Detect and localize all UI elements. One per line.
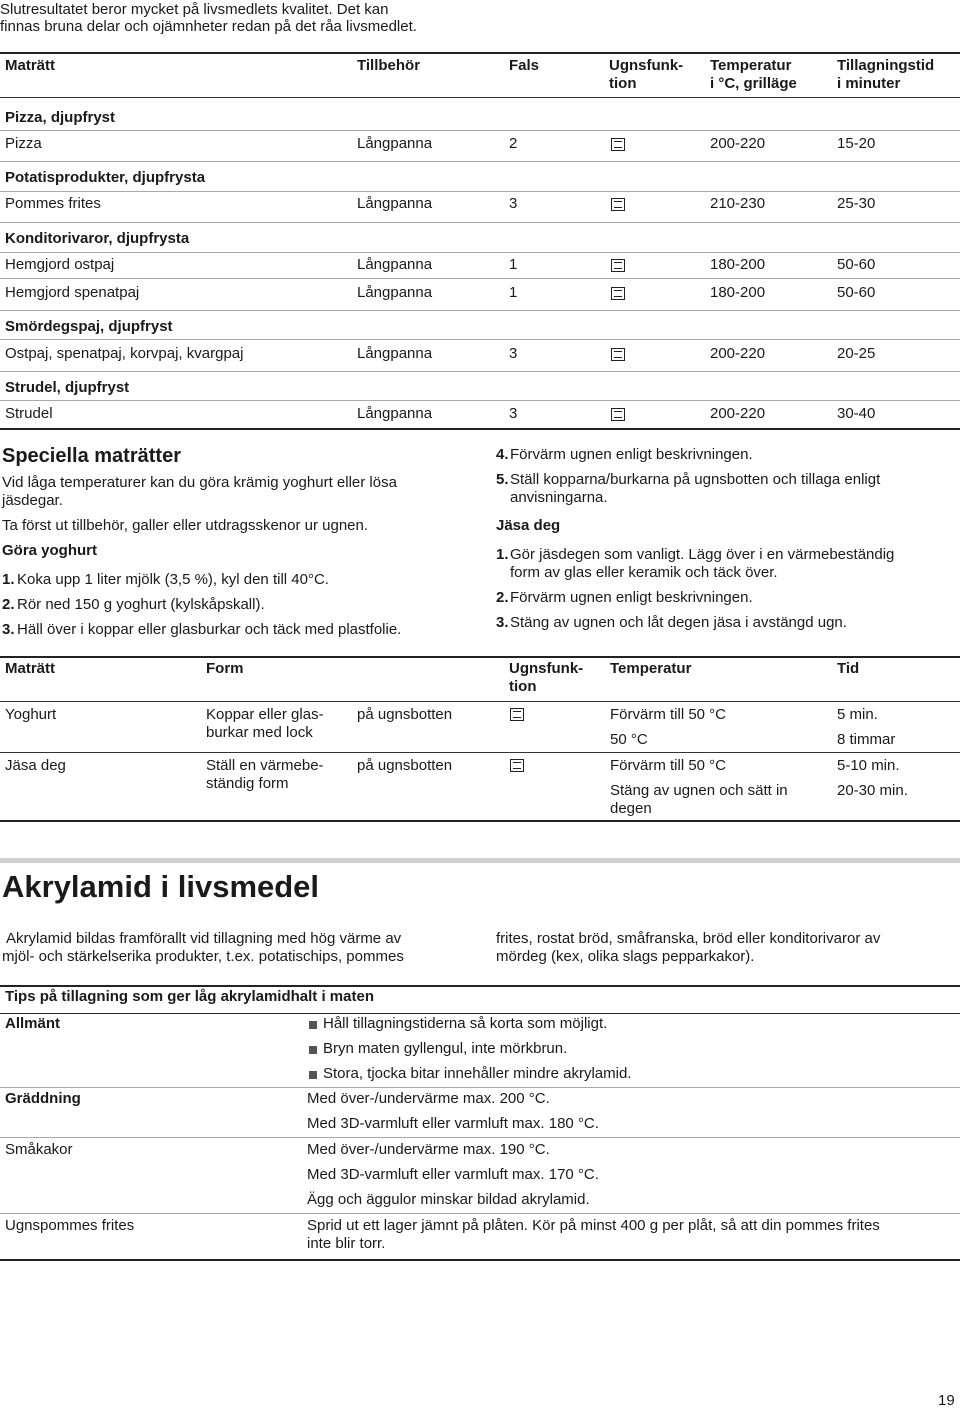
section-divider [0, 858, 960, 863]
tips-label-oven-fries: Ugnspommes frites [5, 1217, 135, 1234]
cell-level: 3 [509, 195, 518, 212]
cell-form-continued: burkar med lock [206, 724, 313, 741]
step-number: 2. [2, 596, 15, 613]
col-header-function-1: Ugnsfunk- [609, 57, 684, 74]
cell-placement: på ugnsbotten [357, 757, 453, 774]
special-paragraph-1a: Vid låga temperaturer kan du göra krämig yoghurt eller lösa [2, 474, 397, 491]
group-title: Strudel, djupfryst [5, 379, 130, 396]
group-rule [0, 339, 960, 340]
cell-time: 50-60 [837, 256, 876, 273]
step-number: 1. [2, 571, 15, 588]
top-bottom-heat-icon [611, 287, 625, 300]
tips-oven-fries-2: inte blir torr. [307, 1235, 386, 1252]
row-rule [0, 1137, 960, 1138]
col-header-time: Tid [837, 660, 860, 677]
cell-temperature-2: 50 °C [610, 731, 648, 748]
table-bottom-rule [0, 428, 960, 430]
cell-dish: Jäsa deg [5, 757, 66, 774]
row-rule [0, 752, 960, 753]
cell-time: 50-60 [837, 284, 876, 301]
cell-dish: Strudel [5, 405, 53, 422]
step-text: Gör jäsdegen som vanligt. Lägg över i en värmebeständig [510, 546, 895, 563]
step-text: Förvärm ugnen enligt beskrivningen. [510, 589, 753, 606]
row-rule [0, 278, 960, 279]
tips-baking-2: Med 3D-varmluft eller varmluft max. 180 °C. [307, 1115, 599, 1132]
cell-temperature-3: degen [610, 800, 652, 817]
col-header-time-2: i minuter [837, 75, 901, 92]
table-bottom-rule [0, 820, 960, 822]
cell-accessory: Långpanna [357, 135, 433, 152]
cell-placement: på ugnsbotten [357, 706, 453, 723]
cell-level: 3 [509, 345, 518, 362]
tips-bullet: Bryn maten gyllengul, inte mörkbrun. [323, 1040, 568, 1057]
intro-line-1: Slutresultatet beror mycket på livsmedlets kvalitet. Det kan [0, 1, 389, 18]
col-header-level: Fals [509, 57, 540, 74]
page-number: 19 [938, 1392, 955, 1409]
top-bottom-heat-icon [611, 259, 625, 272]
cell-dish: Pommes frites [5, 195, 101, 212]
cell-dish: Ostpaj, spenatpaj, korvpaj, kvargpaj [5, 345, 244, 362]
step-text: Ställ kopparna/burkarna på ugnsbotten och tillaga enligt [510, 471, 881, 488]
step-number: 1. [496, 546, 509, 563]
cell-temperature: 200-220 [710, 135, 766, 152]
group-rule [0, 400, 960, 401]
row-rule [0, 371, 960, 372]
cell-level: 3 [509, 405, 518, 422]
step-text-continued: form av glas eller keramik och täck över. [510, 564, 778, 581]
special-title: Speciella maträtter [2, 445, 181, 467]
col-header-temperature-1: Temperatur [710, 57, 792, 74]
bullet-icon [309, 1021, 317, 1029]
special-paragraph-1b: jäsdegar. [2, 492, 63, 509]
cell-temperature: 200-220 [710, 345, 766, 362]
cell-accessory: Långpanna [357, 195, 433, 212]
table-bottom-rule [0, 1259, 960, 1261]
step-number: 4. [496, 446, 509, 463]
col-header-temperature: Temperatur [610, 660, 692, 677]
cell-temperature-2: Stäng av ugnen och sätt in [610, 782, 788, 799]
cell-time: 20-25 [837, 345, 876, 362]
step-number: 5. [496, 471, 509, 488]
cell-level: 1 [509, 284, 518, 301]
step-number: 3. [2, 621, 15, 638]
group-title: Potatisprodukter, djupfrysta [5, 169, 206, 186]
intro-line-2: finnas bruna delar och ojämnheter redan på det råa livsmedlet. [0, 18, 417, 35]
tips-baking-1: Med över-/undervärme max. 200 °C. [307, 1090, 550, 1107]
col-header-accessory: Tillbehör [357, 57, 421, 74]
cell-time: 25-30 [837, 195, 876, 212]
step-text: Rör ned 150 g yoghurt (kylskåpskall). [17, 596, 265, 613]
top-bottom-heat-icon [611, 198, 625, 211]
group-title: Konditorivaror, djupfrysta [5, 230, 190, 247]
cell-accessory: Långpanna [357, 405, 433, 422]
table-top-rule [0, 52, 960, 54]
cell-level: 2 [509, 135, 518, 152]
bullet-icon [309, 1071, 317, 1079]
bullet-icon [309, 1046, 317, 1054]
acrylamide-text-right-1: frites, rostat bröd, småfranska, bröd eller konditorivaror av [496, 930, 881, 947]
col-header-dish: Maträtt [5, 57, 56, 74]
cell-form-continued: ständig form [206, 775, 289, 792]
acrylamide-text-right-2: mördeg (kex, olika slags pepparkakor). [496, 948, 755, 965]
acrylamide-text-left-2: mjöl- och stärkelserika produkter, t.ex. potatischips, pommes [2, 948, 404, 965]
tips-title: Tips på tillagning som ger låg akrylamidhalt i maten [5, 988, 374, 1005]
cell-temperature: Förvärm till 50 °C [610, 757, 727, 774]
cell-dish: Yoghurt [5, 706, 57, 723]
step-number: 3. [496, 614, 509, 631]
cell-accessory: Långpanna [357, 345, 433, 362]
row-rule [0, 1213, 960, 1214]
tips-bullet: Stora, tjocka bitar innehåller mindre akrylamid. [323, 1065, 632, 1082]
cell-time-2: 8 timmar [837, 731, 896, 748]
cell-temperature: 180-200 [710, 284, 766, 301]
row-rule [0, 161, 960, 162]
dough-subtitle: Jäsa deg [496, 517, 561, 534]
step-text: Stäng av ugnen och låt degen jäsa i avstängd ugn. [510, 614, 847, 631]
top-bottom-heat-icon [611, 138, 625, 151]
cell-accessory: Långpanna [357, 284, 433, 301]
tips-label-general: Allmänt [5, 1015, 61, 1032]
step-text: Förvärm ugnen enligt beskrivningen. [510, 446, 753, 463]
tips-label-cookies: Småkakor [5, 1141, 73, 1158]
col-header-dish: Maträtt [5, 660, 56, 677]
cell-level: 1 [509, 256, 518, 273]
cell-dish: Hemgjord ostpaj [5, 256, 115, 273]
group-rule [0, 130, 960, 131]
cell-time: 5 min. [837, 706, 878, 723]
cell-temperature: 200-220 [710, 405, 766, 422]
col-header-function-2: tion [609, 75, 637, 92]
group-title: Smördegspaj, djupfryst [5, 318, 173, 335]
group-title: Pizza, djupfryst [5, 109, 116, 126]
row-rule [0, 310, 960, 311]
cell-form: Ställ en värmebe- [206, 757, 324, 774]
col-header-function-1: Ugnsfunk- [509, 660, 584, 677]
group-rule [0, 191, 960, 192]
top-bottom-heat-icon [611, 348, 625, 361]
tips-bullet: Håll tillagningstiderna så korta som möjligt. [323, 1015, 608, 1032]
group-rule [0, 252, 960, 253]
row-rule [0, 1087, 960, 1088]
col-header-time-1: Tillagningstid [837, 57, 935, 74]
col-header-form: Form [206, 660, 244, 677]
cell-time: 30-40 [837, 405, 876, 422]
step-number: 2. [496, 589, 509, 606]
cell-time: 15-20 [837, 135, 876, 152]
cell-temperature: 210-230 [710, 195, 766, 212]
step-text-continued: anvisningarna. [510, 489, 608, 506]
acrylamide-title: Akrylamid i livsmedel [2, 869, 320, 904]
yoghurt-subtitle: Göra yoghurt [2, 542, 98, 559]
cell-dish: Hemgjord spenatpaj [5, 284, 140, 301]
step-text: Koka upp 1 liter mjölk (3,5 %), kyl den till 40°C. [17, 571, 329, 588]
acrylamide-text-left-1: Akrylamid bildas framförallt vid tillagning med hög värme av [6, 930, 402, 947]
header-rule [0, 701, 960, 702]
bottom-heat-icon [510, 708, 524, 721]
step-text: Häll över i koppar eller glasburkar och täck med plastfolie. [17, 621, 402, 638]
col-header-function-2: tion [509, 678, 537, 695]
cell-time: 5-10 min. [837, 757, 900, 774]
top-bottom-heat-icon [611, 408, 625, 421]
tips-cookies-1: Med över-/undervärme max. 190 °C. [307, 1141, 550, 1158]
bottom-heat-icon [510, 759, 524, 772]
cell-temperature: Förvärm till 50 °C [610, 706, 727, 723]
cell-accessory: Långpanna [357, 256, 433, 273]
cell-form: Koppar eller glas- [206, 706, 324, 723]
tips-cookies-2: Med 3D-varmluft eller varmluft max. 170 °C. [307, 1166, 599, 1183]
cell-temperature: 180-200 [710, 256, 766, 273]
header-rule [0, 97, 960, 98]
table-top-rule [0, 656, 960, 658]
tips-oven-fries-1: Sprid ut ett lager jämnt på plåten. Kör på minst 400 g per plåt, så att din pommes frites [307, 1217, 880, 1234]
row-rule [0, 222, 960, 223]
special-paragraph-2: Ta först ut tillbehör, galler eller utdragsskenor ur ugnen. [2, 517, 369, 534]
tips-label-baking: Gräddning [5, 1090, 81, 1107]
tips-cookies-3: Ägg och äggulor minskar bildad akrylamid. [307, 1191, 590, 1208]
cell-dish: Pizza [5, 135, 42, 152]
cell-time-2: 20-30 min. [837, 782, 908, 799]
col-header-temperature-2: i °C, grilläge [710, 75, 797, 92]
